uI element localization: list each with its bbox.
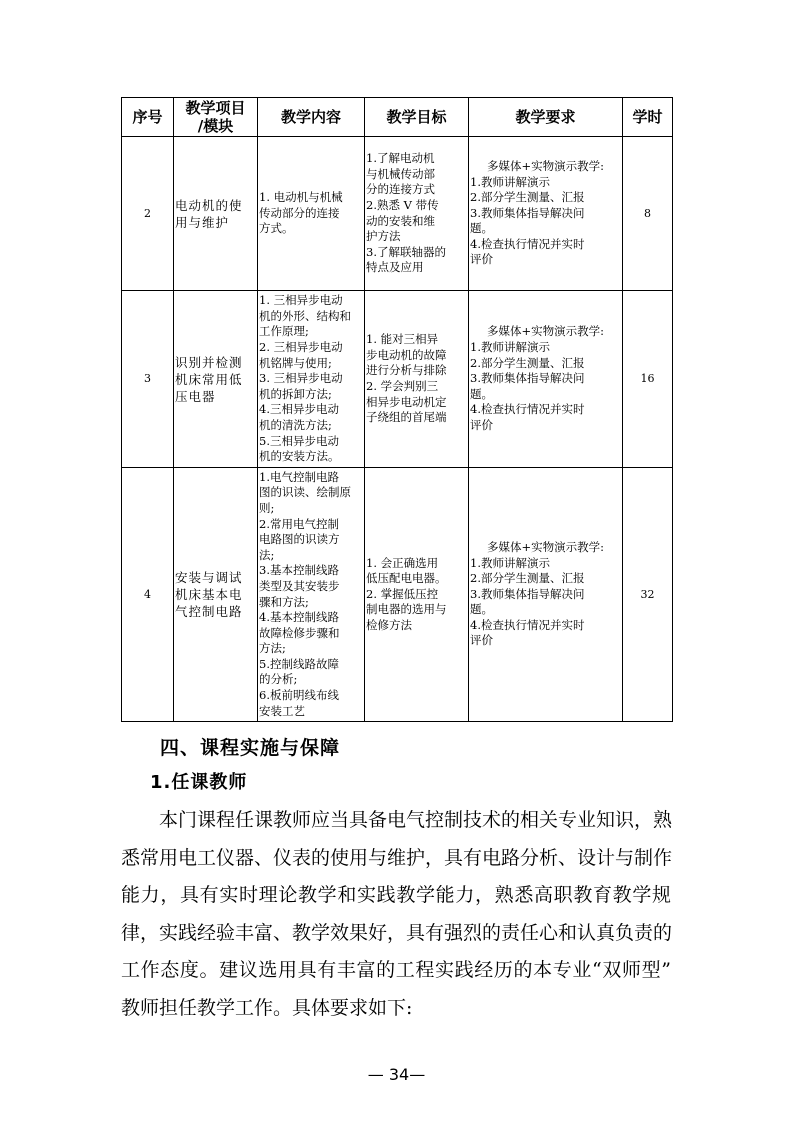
row-requirements: 多媒体+实物演示教学: 1.教师讲解演示 2.部分学生测量、汇报 3.教师集体指导解决问 题。 4.检查执行情况并实时 评价 [469, 468, 623, 722]
row-goals: 1. 会正确选用 低压配电电器。 2. 掌握低压控 制电器的选用与 检修方法 [365, 468, 469, 722]
page-number: — 34— [367, 1065, 426, 1084]
paragraph-line: 律，实践经验丰富、教学效果好，具有强烈的责任心和认真负责的 [121, 921, 673, 944]
header-content: 教学内容 [258, 98, 365, 137]
row-num: 2 [122, 137, 174, 291]
header-goals: 教学目标 [365, 98, 469, 137]
table-row [122, 468, 673, 722]
header-num: 序号 [122, 98, 174, 137]
row-num: 3 [122, 291, 174, 468]
table-header-row [122, 98, 673, 137]
header-project: 教学项目 /模块 [174, 98, 258, 137]
row-project: 安装与调试 机床基本电 气控制电路 [174, 468, 258, 722]
body-paragraph [121, 802, 671, 1027]
paragraph-line: 能力，具有实时理论教学和实践教学能力，熟悉高职教育教学规 [121, 884, 671, 906]
row-hours: 8 [623, 137, 673, 291]
row-goals: 1.了解电动机 与机械传动部 分的连接方式 2.熟悉 V 带传 动的安装和维 护方法 3.了解联轴器的 特点及应用 [365, 137, 469, 291]
header-requirements: 教学要求 [469, 98, 623, 137]
row-project: 电动机的使 用与维护 [174, 137, 258, 291]
sub-heading: 1.任课教师 [150, 772, 248, 793]
row-hours: 16 [623, 291, 673, 468]
header-hours: 学时 [623, 98, 673, 137]
teaching-plan-table [121, 97, 673, 722]
row-content: 1.电气控制电路 图的识读、绘制原 则; 2.常用电气控制 电路图的识读方 法; 3.基本控制线路 类型及其安装步 骤和方法; 4.基本控制线路 故障检修步骤和 方法; 5.控制线路故障 的分析; 6.板前明线布线 安装工艺 [258, 468, 365, 722]
table-row [122, 137, 673, 291]
section-heading: 四、课程实施与保障 [160, 737, 341, 759]
paragraph-line: 本门课程任课教师应当具备电气控制技术的相关专业知识，熟 [159, 809, 673, 831]
paragraph-line: 工作态度。建议选用具有丰富的工程实践经历的本专业“双师型” [121, 959, 671, 981]
row-num: 4 [122, 468, 174, 722]
row-goals: 1. 能对三相异 步电动机的故障 进行分析与排除 2. 学会判别三 相异步电动机定 子绕组的首尾端 [365, 291, 469, 468]
row-project: 识别并检测 机床常用低 压电器 [174, 291, 258, 468]
paragraph-line: 悉常用电工仪器、仪表的使用与维护，具有电路分析、设计与制作 [121, 846, 673, 869]
row-requirements: 多媒体+实物演示教学: 1.教师讲解演示 2.部分学生测量、汇报 3.教师集体指导解决问 题。 4.检查执行情况并实时 评价 [469, 137, 623, 291]
paragraph-line: 教师担任教学工作。具体要求如下: [121, 996, 413, 1019]
row-content: 1. 三相异步电动 机的外形、结构和 工作原理; 2. 三相异步电动 机铭牌与使用; 3. 三相异步电动 机的拆卸方法; 4.三相异步电动 机的清洗方法; 5.三相异步电动 机的安装方法。 [258, 291, 365, 468]
row-content: 1. 电动机与机械 传动部分的连接 方式。 [258, 137, 365, 291]
row-requirements: 多媒体+实物演示教学: 1.教师讲解演示 2.部分学生测量、汇报 3.教师集体指导解决问 题。 4.检查执行情况并实时 评价 [469, 291, 623, 468]
row-hours: 32 [623, 468, 673, 722]
table-row [122, 291, 673, 468]
